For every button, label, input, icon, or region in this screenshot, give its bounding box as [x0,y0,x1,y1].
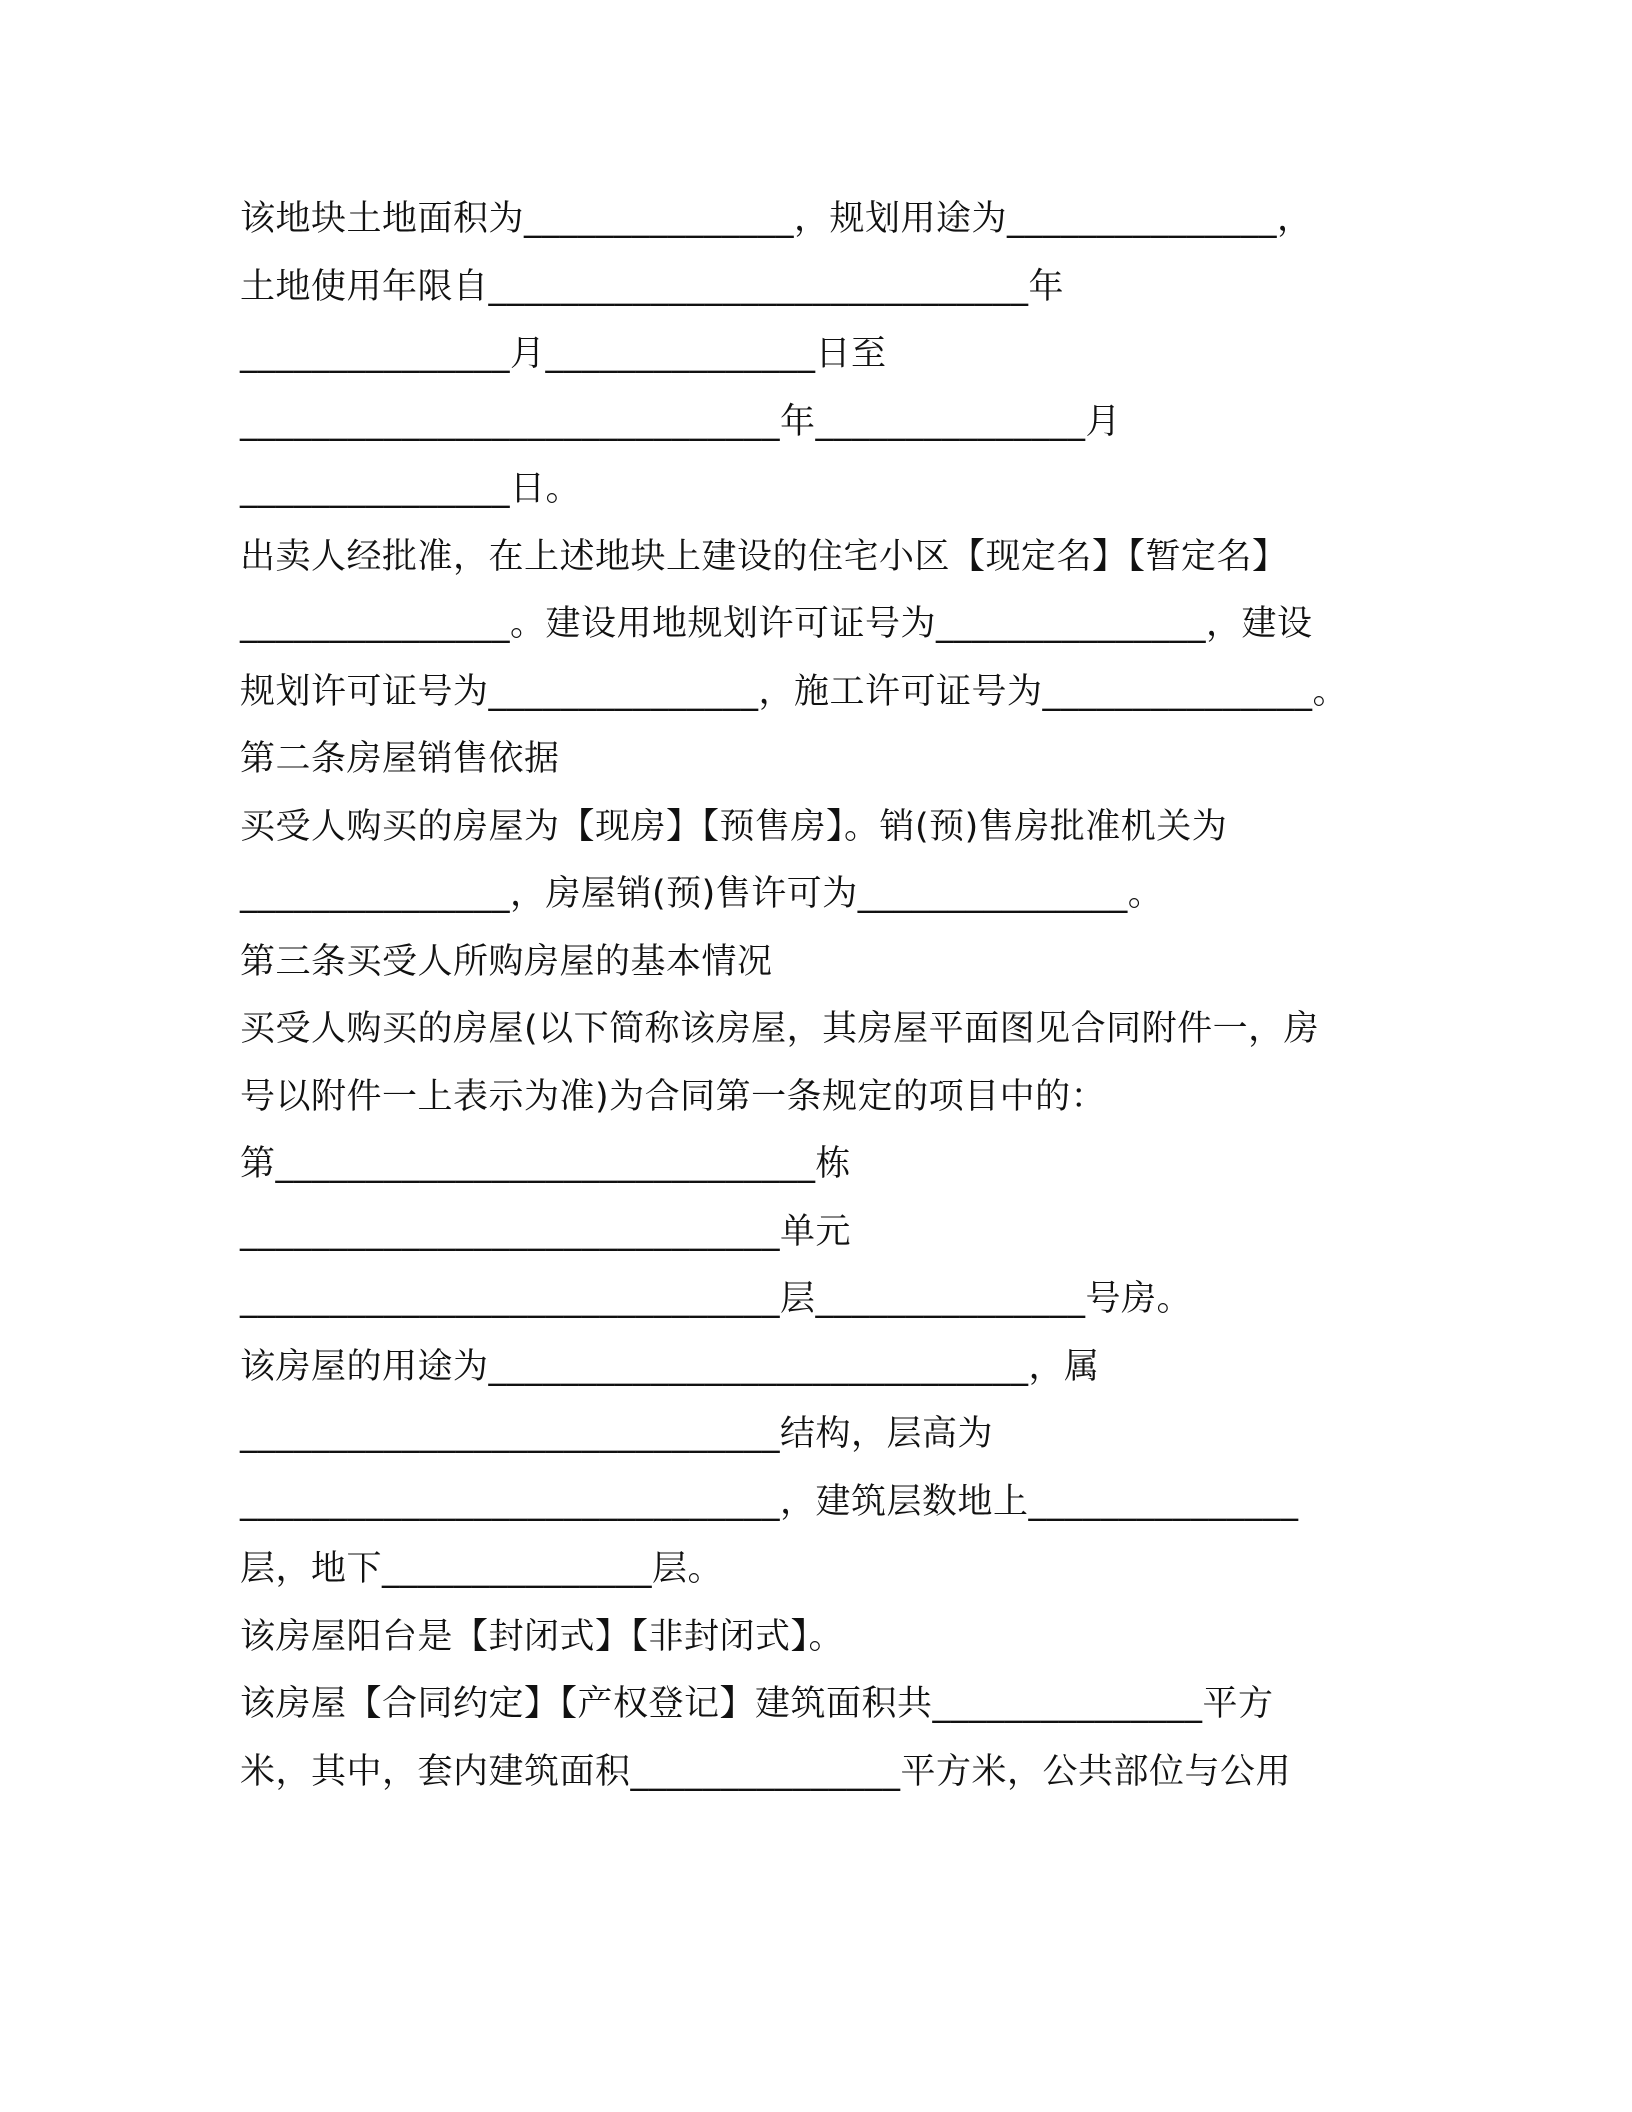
text-line: 该地块土地面积为_______________，规划用途为_______________， [240,199,1313,239]
text-line: ______________________________结构，层高为 [240,1414,994,1454]
document-body [240,186,1420,1806]
text-line: 出卖人经批准，在上述地块上建设的住宅小区【现定名】【暂定名】 [240,536,1288,577]
text-line: ______________________________层_______________号房。 [240,1279,1193,1319]
text-line: 规划许可证号为_______________，施工许可证号为_______________。 [240,671,1349,712]
text-line: ______________________________，建筑层数地上_______________ [240,1481,1299,1522]
text-line: _______________，房屋销(预)售许可为_______________。 [240,874,1164,914]
text-line: ______________________________年_______________月 [240,401,1122,442]
text-line: 米，其中，套内建筑面积_______________平方米，公共部位与公用 [240,1751,1292,1792]
text-line: _______________月_______________日至 [240,334,887,374]
text-line: _______________。建设用地规划许可证号为_______________，建设 [240,604,1313,644]
text-line: 第______________________________栋 [240,1144,852,1184]
text-line: _______________日。 [240,469,582,509]
text-line: 该房屋的用途为______________________________，属 [240,1346,1100,1387]
text-line: 层，地下_______________层。 [240,1549,724,1589]
text-line: 号以附件一上表示为准)为合同第一条规定的项目中的： [240,1076,1107,1117]
section-heading: 第二条房屋销售依据 [240,739,560,779]
section-heading: 第三条买受人所购房屋的基本情况 [240,941,773,982]
text-line: ______________________________单元 [240,1211,852,1252]
text-line: 该房屋阳台是【封闭式】【非封闭式】。 [240,1616,845,1657]
text-line: 该房屋【合同约定】【产权登记】建筑面积共_______________平方 [240,1684,1274,1724]
text-line: 土地使用年限自______________________________年 [240,266,1065,307]
text-line: 买受人购买的房屋为【现房】【预售房】。销(预)售房批准机关为 [240,806,1228,847]
text-line: 买受人购买的房屋(以下简称该房屋，其房屋平面图见合同附件一，房 [240,1009,1320,1049]
